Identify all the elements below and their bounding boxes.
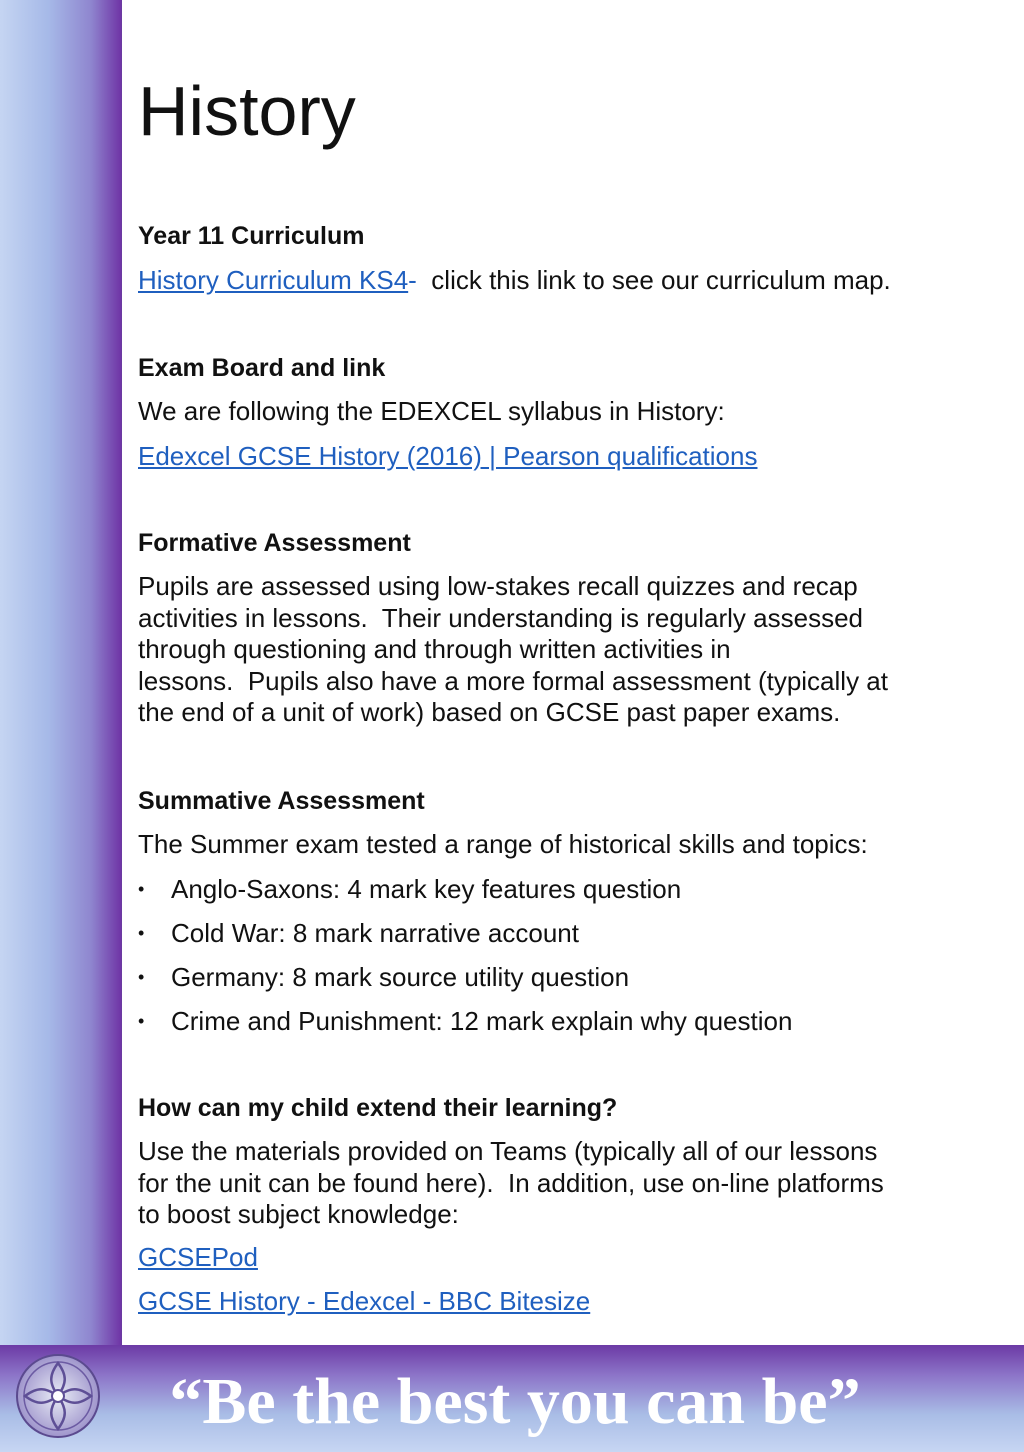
formative-line: through questioning and through written activities in <box>138 634 731 664</box>
bbc-bitesize-link[interactable]: GCSE History - Edexcel - BBC Bitesize <box>138 1285 591 1316</box>
bullet-icon: • <box>138 966 145 987</box>
list-item <box>138 1005 998 1049</box>
extend-line: for the unit can be found here). In addition, use on-line platforms <box>138 1167 884 1198</box>
formative-section <box>138 527 998 729</box>
exam-board-text: We are following the EDEXCEL syllabus in History: <box>138 396 725 426</box>
history-curriculum-ks4-link[interactable]: History Curriculum KS4 <box>138 265 409 295</box>
curriculum-dash: - <box>408 265 417 295</box>
extend-heading: How can my child extend their learning? <box>138 1094 618 1122</box>
curriculum-section <box>138 220 998 297</box>
edexcel-gcse-history-link[interactable]: Edexcel GCSE History (2016) | Pearson qualifications <box>138 440 758 471</box>
formative-line: lessons. Pupils also have a more formal assessment (typically at <box>138 665 888 696</box>
left-decorative-band <box>0 0 122 1345</box>
bullet-icon: • <box>138 878 145 899</box>
page-title: History <box>138 72 356 150</box>
list-item-text: Anglo-Saxons: 4 mark key features question <box>171 873 682 904</box>
curriculum-line <box>138 264 998 297</box>
list-item <box>138 917 998 961</box>
gcsepod-link[interactable]: GCSEPod <box>138 1241 258 1272</box>
formative-line: Pupils are assessed using low-stakes recall quizzes and recap <box>138 571 858 601</box>
exam-board-heading: Exam Board and link <box>138 354 386 382</box>
school-crest-icon <box>15 1353 101 1439</box>
summative-heading: Summative Assessment <box>138 787 425 815</box>
summative-section <box>138 785 998 1049</box>
list-item-text: Crime and Punishment: 12 mark explain why question <box>171 1005 793 1036</box>
curriculum-heading: Year 11 Curriculum <box>138 222 365 250</box>
curriculum-link-text: click this link to see our curriculum map. <box>416 265 891 295</box>
summative-topic-list <box>138 873 998 1049</box>
formative-line: activities in lessons. Their understanding is regularly assessed <box>138 602 863 633</box>
bullet-icon: • <box>138 1010 145 1031</box>
extend-line: Use the materials provided on Teams (typically all of our lessons <box>138 1136 878 1166</box>
list-item <box>138 873 998 917</box>
exam-board-section <box>138 352 998 472</box>
list-item <box>138 961 998 1005</box>
bullet-icon: • <box>138 922 145 943</box>
summative-intro: The Summer exam tested a range of historical skills and topics: <box>138 829 868 859</box>
list-item-text: Germany: 8 mark source utility question <box>171 961 630 992</box>
formative-heading: Formative Assessment <box>138 529 411 557</box>
list-item-text: Cold War: 8 mark narrative account <box>171 917 579 948</box>
extend-line: to boost subject knowledge: <box>138 1199 459 1229</box>
school-motto: “Be the best you can be” <box>169 1365 861 1438</box>
formative-line: the end of a unit of work) based on GCSE past paper exams. <box>138 697 841 727</box>
extend-learning-section <box>138 1092 998 1317</box>
